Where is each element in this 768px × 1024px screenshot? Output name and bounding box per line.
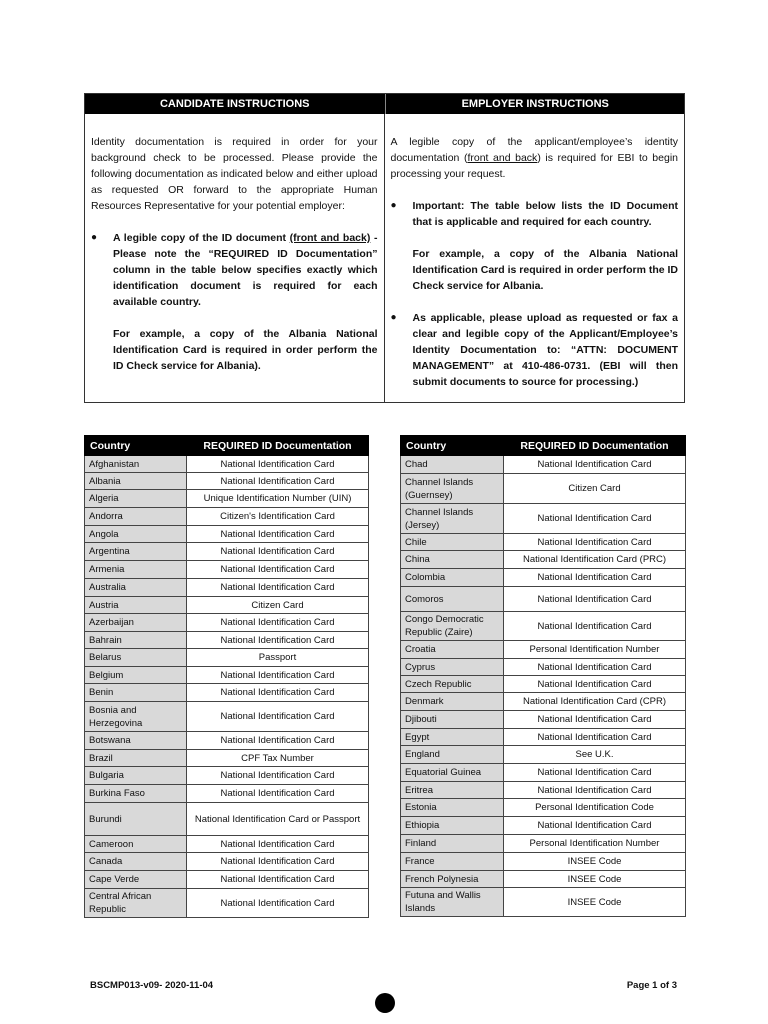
- country-cell: Armenia: [85, 561, 187, 579]
- country-cell: Afghanistan: [85, 456, 187, 473]
- table-row: [85, 803, 369, 836]
- country-cell: Egypt: [401, 729, 504, 746]
- country-cell: Cyprus: [401, 659, 504, 676]
- employer-intro: [391, 134, 679, 182]
- employer-bullet-text: Important: The table below lists the ID Document that is applicable and required for each country.: [412, 200, 678, 228]
- candidate-bullet-text: A legible copy of the ID document: [113, 232, 290, 244]
- country-cell: Angola: [85, 526, 187, 543]
- candidate-bullet-text-cont: - Please note the “REQUIRED ID Documentation” column in the table below specifies exactly which identification document is required for each available country.: [113, 232, 378, 308]
- country-cell: Belarus: [85, 649, 187, 667]
- table-row: [85, 853, 369, 871]
- employer-bullet-important: [391, 198, 679, 294]
- table-row: [401, 551, 686, 569]
- table-row: [401, 456, 686, 474]
- required-doc-cell: National Identification Card: [187, 614, 369, 632]
- required-doc-cell: CPF Tax Number: [187, 750, 369, 767]
- table-row: [401, 641, 686, 659]
- table-row: [85, 561, 369, 579]
- required-doc-cell: Citizen Card: [187, 597, 369, 614]
- bullet-icon: ●: [390, 312, 397, 323]
- required-doc-cell: National Identification Card: [187, 836, 369, 853]
- required-doc-cell: Personal Identification Number: [504, 835, 686, 853]
- table-row: [401, 659, 686, 676]
- country-cell: Equatorial Guinea: [401, 764, 504, 782]
- table-row: [401, 835, 686, 853]
- required-doc-cell: See U.K.: [504, 746, 686, 764]
- country-cell: Chile: [401, 534, 504, 551]
- country-cell: Burkina Faso: [85, 785, 187, 803]
- table-row: [401, 764, 686, 782]
- country-cell: Estonia: [401, 799, 504, 817]
- country-cell: Cameroon: [85, 836, 187, 853]
- required-doc-cell: National Identification Card: [187, 543, 369, 561]
- required-doc-cell: National Identification Card (PRC): [504, 551, 686, 569]
- candidate-instructions: [85, 114, 385, 402]
- country-cell: Bahrain: [85, 632, 187, 649]
- employer-intro-text: A legible copy of the applicant/employee’s identity documentation (: [390, 136, 678, 164]
- country-cell: Channel Islands (Guernsey): [401, 474, 504, 504]
- table-row: [85, 490, 369, 508]
- table-row: [401, 799, 686, 817]
- country-cell: Futuna and Wallis Islands: [401, 888, 504, 917]
- table-row: [401, 534, 686, 551]
- candidate-instructions-heading: CANDIDATE INSTRUCTIONS: [85, 94, 386, 114]
- column-header-required-id: REQUIRED ID Documentation: [187, 436, 369, 456]
- required-doc-cell: INSEE Code: [504, 853, 686, 871]
- column-header-country: Country: [401, 436, 504, 456]
- employer-bullet-fax: [391, 310, 679, 390]
- country-cell: Congo Democratic Republic (Zaire): [401, 612, 504, 641]
- country-table-right: [400, 435, 686, 917]
- table-row: [401, 871, 686, 888]
- table-row: [85, 750, 369, 767]
- employer-instructions-heading: EMPLOYER INSTRUCTIONS: [461, 98, 609, 110]
- instructions-header: [85, 94, 684, 114]
- required-doc-cell: National Identification Card: [504, 782, 686, 799]
- required-doc-cell: National Identification Card: [187, 579, 369, 597]
- country-cell: Canada: [85, 853, 187, 871]
- table-row: [85, 508, 369, 526]
- table-row: [85, 614, 369, 632]
- column-header-country: Country: [85, 436, 187, 456]
- table-row: [85, 597, 369, 614]
- country-cell: China: [401, 551, 504, 569]
- country-cell: Albania: [85, 473, 187, 490]
- required-doc-cell: National Identification Card: [187, 853, 369, 871]
- country-cell: Croatia: [401, 641, 504, 659]
- country-cell: France: [401, 853, 504, 871]
- table-row: [85, 785, 369, 803]
- table-row: [85, 684, 369, 702]
- required-doc-cell: Personal Identification Number: [504, 641, 686, 659]
- required-doc-cell: National Identification Card or Passport: [187, 803, 369, 836]
- table-row: [401, 504, 686, 534]
- required-doc-cell: National Identification Card: [187, 667, 369, 684]
- bullet-icon: ●: [91, 232, 98, 243]
- country-cell: Finland: [401, 835, 504, 853]
- table-row: [85, 456, 369, 473]
- country-cell: Bulgaria: [85, 767, 187, 785]
- country-cell: Australia: [85, 579, 187, 597]
- employer-bullet-text: As applicable, please upload as requested or fax a clear and legible copy of the Applicant/Employee’s Identity Documentation to: “ATTN: DOCUMENT MANAGEMENT” at 410-486-0731. (EBI will then submit documents to source for processing.): [412, 312, 678, 388]
- table-row: [85, 732, 369, 750]
- page-number: Page 1 of 3: [626, 980, 677, 991]
- required-doc-cell: National Identification Card: [187, 702, 369, 732]
- table-row: [85, 889, 369, 918]
- country-cell: French Polynesia: [401, 871, 504, 888]
- required-doc-cell: Citizen's Identification Card: [187, 508, 369, 526]
- table-row: [401, 746, 686, 764]
- required-doc-cell: National Identification Card (CPR): [504, 693, 686, 711]
- front-and-back-emphasis: (front and back): [289, 232, 371, 244]
- employer-intro-text-cont: ) is required for EBI to begin processing your request.: [390, 152, 678, 180]
- required-doc-cell: National Identification Card: [187, 561, 369, 579]
- country-cell: Comoros: [401, 587, 504, 612]
- required-doc-cell: National Identification Card: [504, 569, 686, 587]
- country-cell: Ethiopia: [401, 817, 504, 835]
- required-doc-cell: National Identification Card: [187, 684, 369, 702]
- required-doc-cell: INSEE Code: [504, 871, 686, 888]
- required-doc-cell: National Identification Card: [187, 785, 369, 803]
- table-row: [401, 587, 686, 612]
- required-doc-cell: National Identification Card: [187, 889, 369, 918]
- required-doc-cell: National Identification Card: [187, 632, 369, 649]
- table-row: [401, 817, 686, 835]
- country-cell: Benin: [85, 684, 187, 702]
- country-cell: Andorra: [85, 508, 187, 526]
- table-row: [85, 871, 369, 889]
- country-table-left: [84, 435, 369, 918]
- table-row: [85, 543, 369, 561]
- country-cell: Colombia: [401, 569, 504, 587]
- table-row: [85, 473, 369, 490]
- table-row: [401, 676, 686, 693]
- required-doc-cell: National Identification Card: [187, 526, 369, 543]
- required-doc-cell: National Identification Card: [187, 871, 369, 889]
- candidate-example: For example, a copy of the Albania National Identification Card is required in order perform the ID Check service for Albania).: [113, 328, 378, 372]
- table-row: [85, 526, 369, 543]
- country-cell: Algeria: [85, 490, 187, 508]
- required-doc-cell: National Identification Card: [187, 767, 369, 785]
- table-row: [85, 579, 369, 597]
- country-cell: Eritrea: [401, 782, 504, 799]
- required-doc-cell: National Identification Card: [187, 456, 369, 473]
- required-doc-cell: National Identification Card: [504, 456, 686, 474]
- country-cell: Cape Verde: [85, 871, 187, 889]
- candidate-bullet: [91, 230, 378, 374]
- required-doc-cell: National Identification Card: [504, 711, 686, 729]
- table-row: [85, 836, 369, 853]
- table-row: [401, 853, 686, 871]
- country-cell: Burundi: [85, 803, 187, 836]
- country-cell: Chad: [401, 456, 504, 474]
- country-cell: Belgium: [85, 667, 187, 684]
- required-doc-cell: National Identification Card: [504, 587, 686, 612]
- required-doc-cell: Citizen Card: [504, 474, 686, 504]
- country-cell: England: [401, 746, 504, 764]
- country-cell: Central African Republic: [85, 889, 187, 918]
- country-cell: Azerbaijan: [85, 614, 187, 632]
- table-row: [85, 632, 369, 649]
- country-cell: Channel Islands (Jersey): [401, 504, 504, 534]
- required-doc-cell: Passport: [187, 649, 369, 667]
- table-row: [401, 474, 686, 504]
- table-row: [401, 782, 686, 799]
- country-cell: Czech Republic: [401, 676, 504, 693]
- required-doc-cell: Unique Identification Number (UIN): [187, 490, 369, 508]
- table-row: [85, 702, 369, 732]
- instructions-box: [84, 93, 685, 403]
- document-code: BSCMP013-v09- 2020-11-04: [90, 980, 214, 991]
- table-row: [85, 649, 369, 667]
- required-doc-cell: National Identification Card: [504, 504, 686, 534]
- required-doc-cell: National Identification Card: [504, 817, 686, 835]
- required-doc-cell: National Identification Card: [504, 729, 686, 746]
- required-doc-cell: National Identification Card: [504, 764, 686, 782]
- candidate-intro: Identity documentation is required in order for your background check to be processed. Please provide the following documentation as indicated below and either upload as requested OR forward to the appropriate Human Resources Representative for your potential employer:: [91, 136, 378, 212]
- required-doc-cell: National Identification Card: [187, 732, 369, 750]
- employer-instructions: [385, 114, 685, 402]
- country-cell: Argentina: [85, 543, 187, 561]
- employer-example: For example, a copy of the Albania National Identification Card is required in order perform the ID Check service for Albania.: [412, 248, 678, 292]
- table-row: [85, 767, 369, 785]
- country-cell: Botswana: [85, 732, 187, 750]
- table-row: [401, 729, 686, 746]
- required-doc-cell: National Identification Card: [504, 534, 686, 551]
- required-doc-cell: National Identification Card: [504, 676, 686, 693]
- required-doc-cell: National Identification Card: [504, 612, 686, 641]
- bullet-icon: ●: [390, 200, 397, 211]
- required-doc-cell: Personal Identification Code: [504, 799, 686, 817]
- table-row: [401, 569, 686, 587]
- table-row: [401, 711, 686, 729]
- table-row: [401, 888, 686, 917]
- page-marker-dot: [375, 993, 395, 1013]
- front-and-back-emphasis: front and back: [467, 152, 538, 164]
- country-cell: Austria: [85, 597, 187, 614]
- country-cell: Djibouti: [401, 711, 504, 729]
- required-doc-cell: National Identification Card: [504, 659, 686, 676]
- table-row: [401, 612, 686, 641]
- column-header-required-id: REQUIRED ID Documentation: [504, 436, 686, 456]
- required-doc-cell: INSEE Code: [504, 888, 686, 917]
- table-row: [85, 667, 369, 684]
- country-cell: Denmark: [401, 693, 504, 711]
- country-cell: Brazil: [85, 750, 187, 767]
- required-doc-cell: National Identification Card: [187, 473, 369, 490]
- table-row: [401, 693, 686, 711]
- country-cell: Bosnia and Herzegovina: [85, 702, 187, 732]
